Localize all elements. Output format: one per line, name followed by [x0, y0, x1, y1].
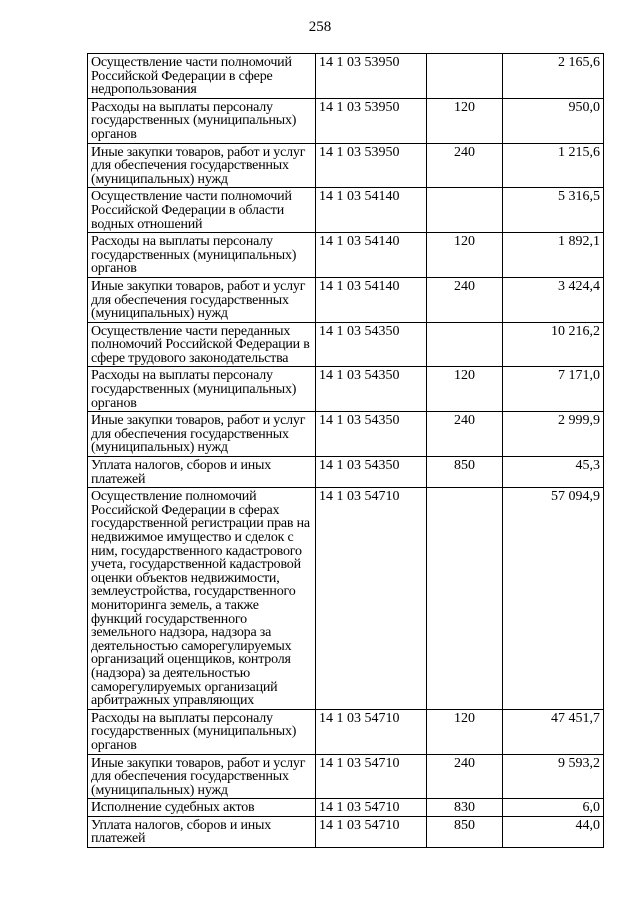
expense-type-code: 240: [427, 277, 503, 322]
amount: 950,0: [503, 98, 604, 143]
expense-name: Осуществление части переданных полномочий Российской Федерации в сфере трудового законодательства: [88, 322, 316, 367]
target-article-code: 14 1 03 54350: [316, 457, 427, 488]
amount: 7 171,0: [503, 367, 604, 412]
expense-type-code: 240: [427, 143, 503, 188]
table-row: [88, 709, 604, 754]
expense-type-code: 120: [427, 709, 503, 754]
amount: 2 999,9: [503, 412, 604, 457]
amount: 6,0: [503, 799, 604, 817]
table-row: [88, 457, 604, 488]
expense-type-code: 120: [427, 367, 503, 412]
expense-type-code: [427, 188, 503, 233]
amount: 47 451,7: [503, 709, 604, 754]
amount: 3 424,4: [503, 277, 604, 322]
page-number: 258: [308, 19, 332, 35]
expense-name: Иные закупки товаров, работ и услуг для обеспечения государственных (муниципальных) нужд: [88, 277, 316, 322]
amount: 45,3: [503, 457, 604, 488]
target-article-code: 14 1 03 54710: [316, 754, 427, 799]
expense-type-code: 120: [427, 98, 503, 143]
expense-name: Уплата налогов, сборов и иных платежей: [88, 816, 316, 847]
table-row: [88, 799, 604, 817]
budget-table: [87, 53, 604, 848]
expense-type-code: [427, 54, 503, 99]
expense-name: Расходы на выплаты персоналу государственных (муниципальных) органов: [88, 98, 316, 143]
table-row: [88, 322, 604, 367]
table-row: [88, 754, 604, 799]
target-article-code: 14 1 03 53950: [316, 98, 427, 143]
expense-type-code: [427, 488, 503, 710]
expense-name: Осуществление части полномочий Российской Федерации в сфере недропользования: [88, 54, 316, 99]
expense-name: Расходы на выплаты персоналу государственных (муниципальных) органов: [88, 233, 316, 278]
target-article-code: 14 1 03 54710: [316, 488, 427, 710]
expense-type-code: 850: [427, 816, 503, 847]
expense-name: Осуществление части полномочий Российской Федерации в области водных отношений: [88, 188, 316, 233]
amount: 1 215,6: [503, 143, 604, 188]
target-article-code: 14 1 03 54140: [316, 188, 427, 233]
table-row: [88, 188, 604, 233]
amount: 57 094,9: [503, 488, 604, 710]
table-row: [88, 98, 604, 143]
amount: 5 316,5: [503, 188, 604, 233]
expense-type-code: 850: [427, 457, 503, 488]
expense-type-code: 240: [427, 412, 503, 457]
expense-type-code: 830: [427, 799, 503, 817]
table-row: [88, 816, 604, 847]
target-article-code: 14 1 03 54350: [316, 412, 427, 457]
target-article-code: 14 1 03 54710: [316, 816, 427, 847]
expense-name: Уплата налогов, сборов и иных платежей: [88, 457, 316, 488]
table-row: [88, 488, 604, 710]
amount: 10 216,2: [503, 322, 604, 367]
target-article-code: 14 1 03 54710: [316, 799, 427, 817]
expense-name: Иные закупки товаров, работ и услуг для обеспечения государственных (муниципальных) нужд: [88, 412, 316, 457]
table-row: [88, 233, 604, 278]
target-article-code: 14 1 03 53950: [316, 143, 427, 188]
expense-name: Расходы на выплаты персоналу государственных (муниципальных) органов: [88, 709, 316, 754]
target-article-code: 14 1 03 54140: [316, 277, 427, 322]
target-article-code: 14 1 03 54140: [316, 233, 427, 278]
target-article-code: 14 1 03 53950: [316, 54, 427, 99]
table-row: [88, 54, 604, 99]
table-row: [88, 143, 604, 188]
target-article-code: 14 1 03 54350: [316, 367, 427, 412]
table-row: [88, 367, 604, 412]
expense-name: Иные закупки товаров, работ и услуг для обеспечения государственных (муниципальных) нужд: [88, 143, 316, 188]
expense-name: Осуществление полномочий Российской Федерации в сферах государственной регистрации прав на недвижимое имущество и сделок с ним, государственного кадастрового учета, государственной кадастровой оценки объектов недвижимости, землеустройства, государственного мониторинга земель, а также функций государственного земельного надзора, надзора за деятельностью саморегулируемых организаций оценщиков, контроля (надзора) за деятельностью саморегулируемых организаций арбитражных управляющих: [88, 488, 316, 710]
target-article-code: 14 1 03 54710: [316, 709, 427, 754]
amount: 9 593,2: [503, 754, 604, 799]
expense-type-code: 240: [427, 754, 503, 799]
target-article-code: 14 1 03 54350: [316, 322, 427, 367]
table-row: [88, 277, 604, 322]
expense-name: Исполнение судебных актов: [88, 799, 316, 817]
amount: 2 165,6: [503, 54, 604, 99]
expense-type-code: 120: [427, 233, 503, 278]
expense-type-code: [427, 322, 503, 367]
table-row: [88, 412, 604, 457]
expense-name: Иные закупки товаров, работ и услуг для обеспечения государственных (муниципальных) нужд: [88, 754, 316, 799]
amount: 1 892,1: [503, 233, 604, 278]
amount: 44,0: [503, 816, 604, 847]
expense-name: Расходы на выплаты персоналу государственных (муниципальных) органов: [88, 367, 316, 412]
